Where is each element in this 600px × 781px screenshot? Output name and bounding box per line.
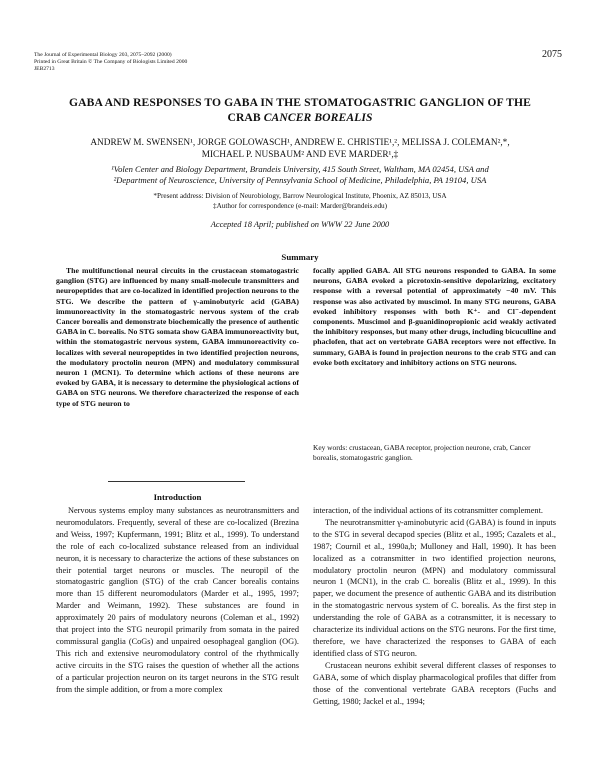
- correspondence-note: ‡Author for correspondence (e-mail: Marder@brandeis.edu): [212, 201, 388, 210]
- title-line-2: [30, 110, 570, 125]
- intro-paragraph: Crustacean neurons exhibit several different classes of responses to GABA, some of which display pharmacological profiles that differ from those of the conventional vertebrate GABA receptors (Fuchs and Getting, 1980; Jackel et al., 1994;: [313, 660, 556, 706]
- affiliation-2: ²Department of Neuroscience, University of Pennsylvania School of Medicine, Philadelphia, PA 19104, USA: [113, 175, 487, 186]
- intro-paragraph: Nervous systems employ many substances as neurotransmitters and neuromodulators. Frequently, several of these are co-localized (Brezina and Weiss, 1997; Kupfermann, 1991; Blitz et al., 1999). To understand the role of each co-localized substance released from an individual neuron, it is necessary to characterize the actions of these substances on their potential target neurons or muscles. The neuropil of the stomatogastric ganglion (STG) of the crab Cancer borealis contains more than 15 different neuromodulators (Marder et al., 1995, 1997; Marder and Weimann, 1992). These substances are found in approximately 20 pairs of modulatory neurons (Coleman et al., 1992) that project into the STG neuropil primarily from somata in the paired commissural ganglia (CoGs) and unpaired oesophageal ganglion (OG). This rich and extensive neuromodulatory control of the rhythmically active circuits in the STG raises the question of whether all the actions of a particular projection neuron on its target neurons in the STG result from the simple addition, or from a more complex: [56, 506, 299, 694]
- journal-citation: The Journal of Experimental Biology 203, 2075–2092 (2000): [34, 52, 172, 58]
- page-number: 2075: [542, 49, 562, 60]
- intro-paragraph: interaction, of the individual actions of its cotransmitter complement.: [313, 506, 543, 515]
- keywords: Key words: crustacean, GABA receptor, projection neurone, crab, Cancer borealis, stomatogastric ganglion.: [313, 443, 531, 463]
- paper-title: [30, 95, 570, 125]
- author-notes: [30, 192, 570, 211]
- authors-line-2: MICHAEL P. NUSBAUM² AND EVE MARDER¹,‡: [201, 150, 399, 160]
- intro-left-column: [56, 505, 299, 696]
- title-line-2-italic: CANCER BOREALIS: [263, 111, 373, 124]
- journal-article-id: JEB2713: [34, 66, 55, 73]
- title-line-1: GABA AND RESPONSES TO GABA IN THE STOMATOGASTRIC GANGLION OF THE: [69, 96, 531, 109]
- summary-left-column: The multifunctional neural circuits in the crustacean stomatogastric ganglion (STG) are influenced by many small-molecule transmitters and neuropeptides that are co-localized in identified projection neurons to the STG. We describe the pattern of γ-aminobutyric acid (GABA) immunoreactivity in the stomatogastric nervous system of the crab Cancer borealis and demonstrate biochemically the presence of authentic GABA in C. borealis. No STG somata show GABA immunoreactivity but, within the stomatogastric nervous system, GABA immunoreactivity co-localizes with several neuropeptides in two identified projection neurons, the modulatory proctolin neuron (MPN) and modulatory commissural neuron 1 (MCN1). To determine which actions of these neurons are evoked by GABA, it is necessary to determine the physiological actions of GABA on STG neurons. We therefore characterized the response of each type of STG neuron to: [56, 266, 299, 408]
- introduction-heading: Introduction: [153, 492, 202, 502]
- affiliation-1: ¹Volen Center and Biology Department, Brandeis University, 415 South Street, Waltham, MA 02454, USA and: [111, 164, 489, 174]
- journal-header: [34, 52, 294, 74]
- summary-heading: Summary: [281, 252, 319, 262]
- journal-copyright: Printed in Great Britain © The Company of Biologists Limited 2000: [34, 59, 188, 66]
- author-list: [30, 137, 570, 161]
- intro-right-column: [313, 505, 556, 707]
- summary-right-column: focally applied GABA. All STG neurons responded to GABA. In some neurons, GABA evoked a picrotoxin-sensitive depolarizing, excitatory response with a reversal potential of approximately −40 mV. This response was also activated by muscimol. In many STG neurons, GABA evoked inhibitory responses with both K⁺- and Cl⁻-dependent components. Muscimol and β-guanidinopropionic acid weakly activated the inhibitory responses, but many other drugs, including bicuculline and phaclofen, that act on vertebrate GABA receptors were not effective. In summary, GABA is found in projection neurons to the crab STG and can evoke both excitatory and inhibitory actions on STG neurons.: [313, 266, 556, 367]
- present-address-note: *Present address: Division of Neurobiology, Barrow Neurological Institute, Phoenix, AZ 85013, USA: [153, 192, 447, 200]
- section-divider: [108, 481, 245, 482]
- authors-line-1: ANDREW M. SWENSEN¹, JORGE GOLOWASCH¹, ANDREW E. CHRISTIE¹,², MELISSA J. COLEMAN²,*,: [90, 138, 510, 148]
- intro-paragraph: The neurotransmitter γ-aminobutyric acid (GABA) is found in inputs to the STG in several decapod species (Blitz et al., 1995; Cazalets et al., 1987; Cournil et al., 1990a,b; Mulloney and Hall, 1990). It has been localized as a cotransmitter in two identified projection neurons, modulatory proctolin neuron (MPN) and modulatory commissural neuron 1 (MCN1), in the crab C. borealis (Blitz et al., 1999). In this paper, we document the presence of authentic GABA and its distribution in the stomatogastric nervous system of C. borealis. As the first step in understanding the role of GABA as a cotransmitter, it is necessary to characterize its individual actions on the STG neurons. For the first time, therefore, we have characterized the responses to GABA of each identified class of STG neuron.: [313, 517, 556, 658]
- title-line-2-plain: CRAB: [227, 111, 264, 124]
- accepted-date: Accepted 18 April; published on WWW 22 June 2000: [210, 220, 390, 229]
- affiliations: [30, 164, 570, 187]
